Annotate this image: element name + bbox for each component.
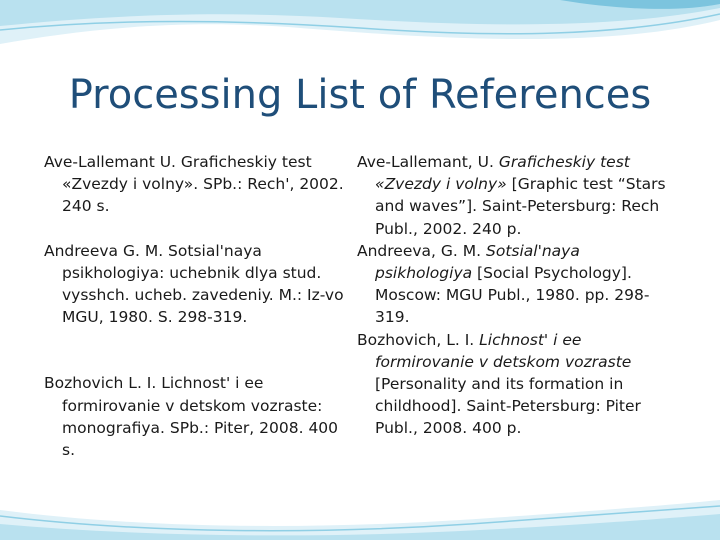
reference-title-italic: Lichnost' i ee formirovanie v detskom vozraste — [375, 330, 632, 371]
reference-title-italic: Graficheskiy test «Zvezdy i volny» — [375, 153, 630, 194]
reference-item-transliterated — [357, 240, 677, 329]
reference-item-transliterated — [357, 151, 677, 240]
reference-item-original: Bozhovich L. I. Lichnost' i ee formirovanie v detskom vozraste: monografiya. SPb.: Piter, 2008. 400 s. — [44, 374, 339, 460]
reference-item-original: Ave-Lallemant U. Graficheskiy test «Zvezdy i volny». SPb.: Rech', 2002. 240 s. — [44, 153, 344, 216]
reference-title-italic: Sotsial'naya psikhologiya — [375, 241, 580, 283]
top-wave-decoration — [0, 0, 720, 70]
reference-author: Andreeva, G. M. — [357, 241, 486, 260]
reference-details: [Graphic test “Stars and waves”]. Saint-Petersburg: Rech Publ., 2002. 240 p. — [375, 175, 666, 238]
reference-details: [Personality and its formation in childhood]. Saint-Petersburg: Piter Publ., 2008. 400 p. — [375, 375, 641, 438]
page-title: Processing List of References — [68, 72, 652, 118]
reference-item-transliterated — [357, 329, 677, 440]
references-original-column — [44, 151, 354, 483]
reference-author: Ave-Lallemant, U. — [357, 153, 499, 171]
reference-item-original: Andreeva G. M. Sotsial'naya psikhologiya: uchebnik dlya stud. vysshch. ucheb. zavedeniy. M.: Iz-vo MGU, 1980. S. 298-319. — [44, 241, 344, 327]
reference-author: Bozhovich, L. I. — [357, 330, 480, 349]
references-transliterated-column — [357, 151, 677, 440]
bottom-wave-decoration — [0, 480, 720, 540]
reference-details: [Social Psychology]. Moscow: MGU Publ., 1980. pp. 298-319. — [375, 264, 650, 327]
